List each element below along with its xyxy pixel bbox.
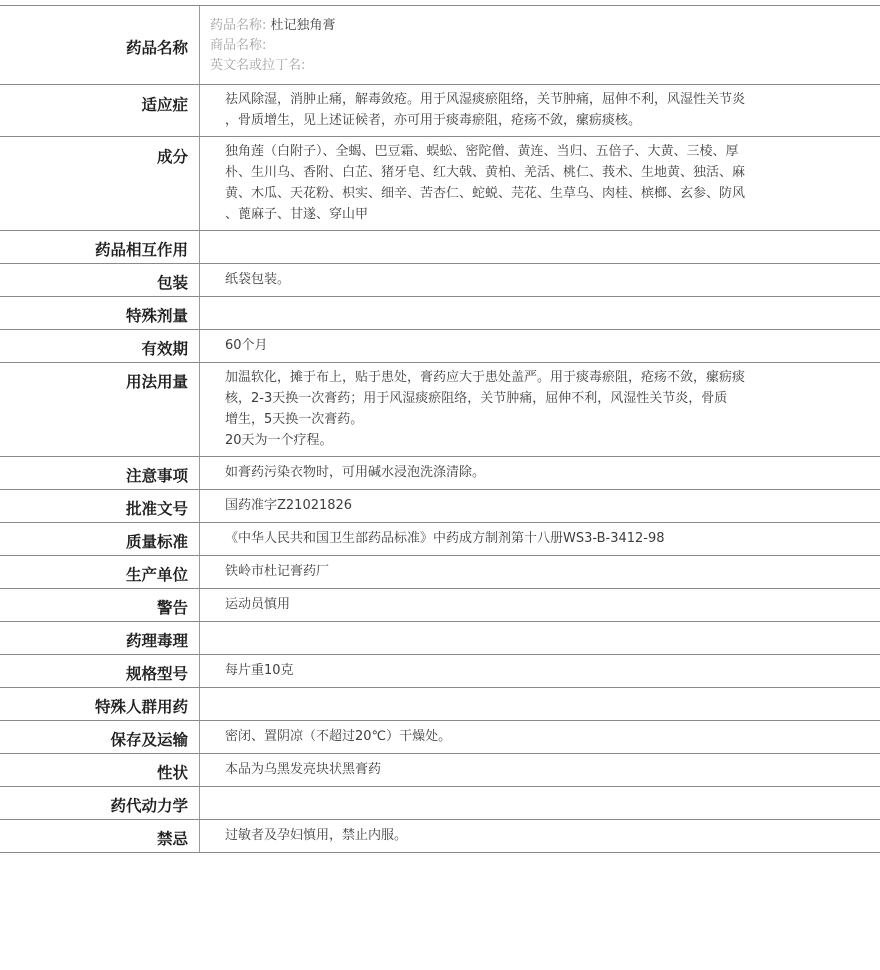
row-storage bbox=[0, 720, 880, 753]
row-value bbox=[200, 264, 880, 296]
value-line: 如膏药污染衣物时，可用碱水浸泡洗涤清除。 bbox=[225, 465, 486, 480]
row-label: 警告 bbox=[0, 589, 200, 621]
row-value bbox=[200, 330, 880, 362]
row-value bbox=[200, 363, 880, 456]
row-label: 规格型号 bbox=[0, 655, 200, 687]
row-label: 注意事项 bbox=[0, 457, 200, 489]
row-value bbox=[200, 589, 880, 621]
row-interactions bbox=[0, 230, 880, 263]
row-label: 特殊人群用药 bbox=[0, 688, 200, 720]
row-value bbox=[200, 297, 880, 329]
row-shelf-life bbox=[0, 329, 880, 362]
row-value bbox=[200, 622, 880, 654]
value-line: 国药准字Z21021826 bbox=[225, 498, 353, 513]
value-line: 每片重10克 bbox=[225, 663, 294, 678]
row-label: 性状 bbox=[0, 754, 200, 786]
row-packaging bbox=[0, 263, 880, 296]
value-line: 运动员慎用 bbox=[225, 597, 291, 612]
value-line: 密闭、置阴凉（不超过20℃）干燥处。 bbox=[225, 729, 452, 744]
value-line: 增生，5天换一次膏药。 bbox=[225, 412, 364, 427]
row-usage-dosage bbox=[0, 362, 880, 456]
row-value bbox=[200, 137, 880, 230]
value-line: 朴、生川乌、香附、白芷、猪牙皂、红大戟、黄柏、羌活、桃仁、莪术、生地黄、独活、麻 bbox=[225, 165, 746, 180]
value-line: ，骨质增生，见上述证候者，亦可用于痰毒瘀阻，疮疡不敛，瘰疬痰核。 bbox=[225, 113, 642, 128]
row-contraindications bbox=[0, 819, 880, 853]
value-line: 铁岭市杜记膏药厂 bbox=[225, 564, 330, 579]
row-label: 禁忌 bbox=[0, 820, 200, 852]
value-line: 20天为一个疗程。 bbox=[225, 433, 333, 448]
row-manufacturer bbox=[0, 555, 880, 588]
drug-info-table bbox=[0, 5, 880, 853]
drug-name-values bbox=[200, 6, 880, 84]
row-label: 批准文号 bbox=[0, 490, 200, 522]
value-line: 祛风除湿，消肿止痛，解毒敛疮。用于风湿痰瘀阻络，关节肿痛，屈伸不利，风湿性关节炎 bbox=[225, 92, 746, 107]
row-value bbox=[200, 85, 880, 136]
row-indications bbox=[0, 84, 880, 136]
row-label: 包装 bbox=[0, 264, 200, 296]
row-appearance bbox=[0, 753, 880, 786]
row-label: 适应症 bbox=[0, 85, 200, 136]
generic-name-value: 杜记独角膏 bbox=[270, 18, 336, 33]
generic-name-line bbox=[210, 16, 790, 36]
value-line: 过敏者及孕妇慎用，禁止内服。 bbox=[225, 828, 408, 843]
row-value bbox=[200, 523, 880, 555]
value-line: 黄、木瓜、天花粉、枳实、细辛、苦杏仁、蛇蜕、芫花、生草乌、肉桂、槟榔、玄参、防风 bbox=[225, 186, 746, 201]
value-line: 加温软化，摊于布上，贴于患处，膏药应大于患处盖严。用于痰毒瘀阻，疮疡不敛，瘰疬痰 bbox=[225, 370, 746, 385]
row-pharmacokinetics bbox=[0, 786, 880, 819]
row-value bbox=[200, 556, 880, 588]
value-line: 本品为乌黑发亮块状黑膏药 bbox=[225, 762, 382, 777]
value-line: 独角莲（白附子）、全蝎、巴豆霜、蜈蚣、密陀僧、黄连、当归、五倍子、大黄、三棱、厚 bbox=[225, 144, 739, 159]
value-line: 核，2-3天换一次膏药；用于风湿痰瘀阻络，关节肿痛，屈伸不利，风湿性关节炎，骨质 bbox=[225, 391, 728, 406]
row-label: 药代动力学 bbox=[0, 787, 200, 819]
row-label: 质量标准 bbox=[0, 523, 200, 555]
value-line: 《中华人民共和国卫生部药品标准》中药成方制剂第十八册WS3-B-3412-98 bbox=[225, 531, 665, 546]
row-special-dosage bbox=[0, 296, 880, 329]
row-value bbox=[200, 457, 880, 489]
row-warning bbox=[0, 588, 880, 621]
english-name-label: 英文名或拉丁名: bbox=[210, 58, 306, 73]
row-value bbox=[200, 754, 880, 786]
row-label: 有效期 bbox=[0, 330, 200, 362]
row-label: 药品名称 bbox=[0, 6, 200, 84]
row-value bbox=[200, 231, 880, 263]
row-value bbox=[200, 655, 880, 687]
row-value bbox=[200, 721, 880, 753]
value-line: 60个月 bbox=[225, 338, 268, 353]
row-label: 药理毒理 bbox=[0, 622, 200, 654]
row-ingredients bbox=[0, 136, 880, 230]
row-label: 特殊剂量 bbox=[0, 297, 200, 329]
row-value bbox=[200, 490, 880, 522]
row-special-populations bbox=[0, 687, 880, 720]
row-label: 保存及运输 bbox=[0, 721, 200, 753]
row-label: 生产单位 bbox=[0, 556, 200, 588]
row-value bbox=[200, 688, 880, 720]
row-label: 药品相互作用 bbox=[0, 231, 200, 263]
row-value bbox=[200, 787, 880, 819]
row-drug-name bbox=[0, 5, 880, 84]
row-quality-standard bbox=[0, 522, 880, 555]
row-label: 用法用量 bbox=[0, 363, 200, 456]
row-precautions bbox=[0, 456, 880, 489]
row-pharmacology bbox=[0, 621, 880, 654]
trade-name-label: 商品名称: bbox=[210, 38, 267, 53]
row-specification bbox=[0, 654, 880, 687]
generic-name-label: 药品名称: bbox=[210, 18, 267, 33]
value-line: 纸袋包装。 bbox=[225, 272, 291, 287]
row-value bbox=[200, 820, 880, 852]
row-approval-number bbox=[0, 489, 880, 522]
value-line: 、蓖麻子、甘遂、穿山甲 bbox=[225, 207, 369, 222]
row-label: 成分 bbox=[0, 137, 200, 230]
